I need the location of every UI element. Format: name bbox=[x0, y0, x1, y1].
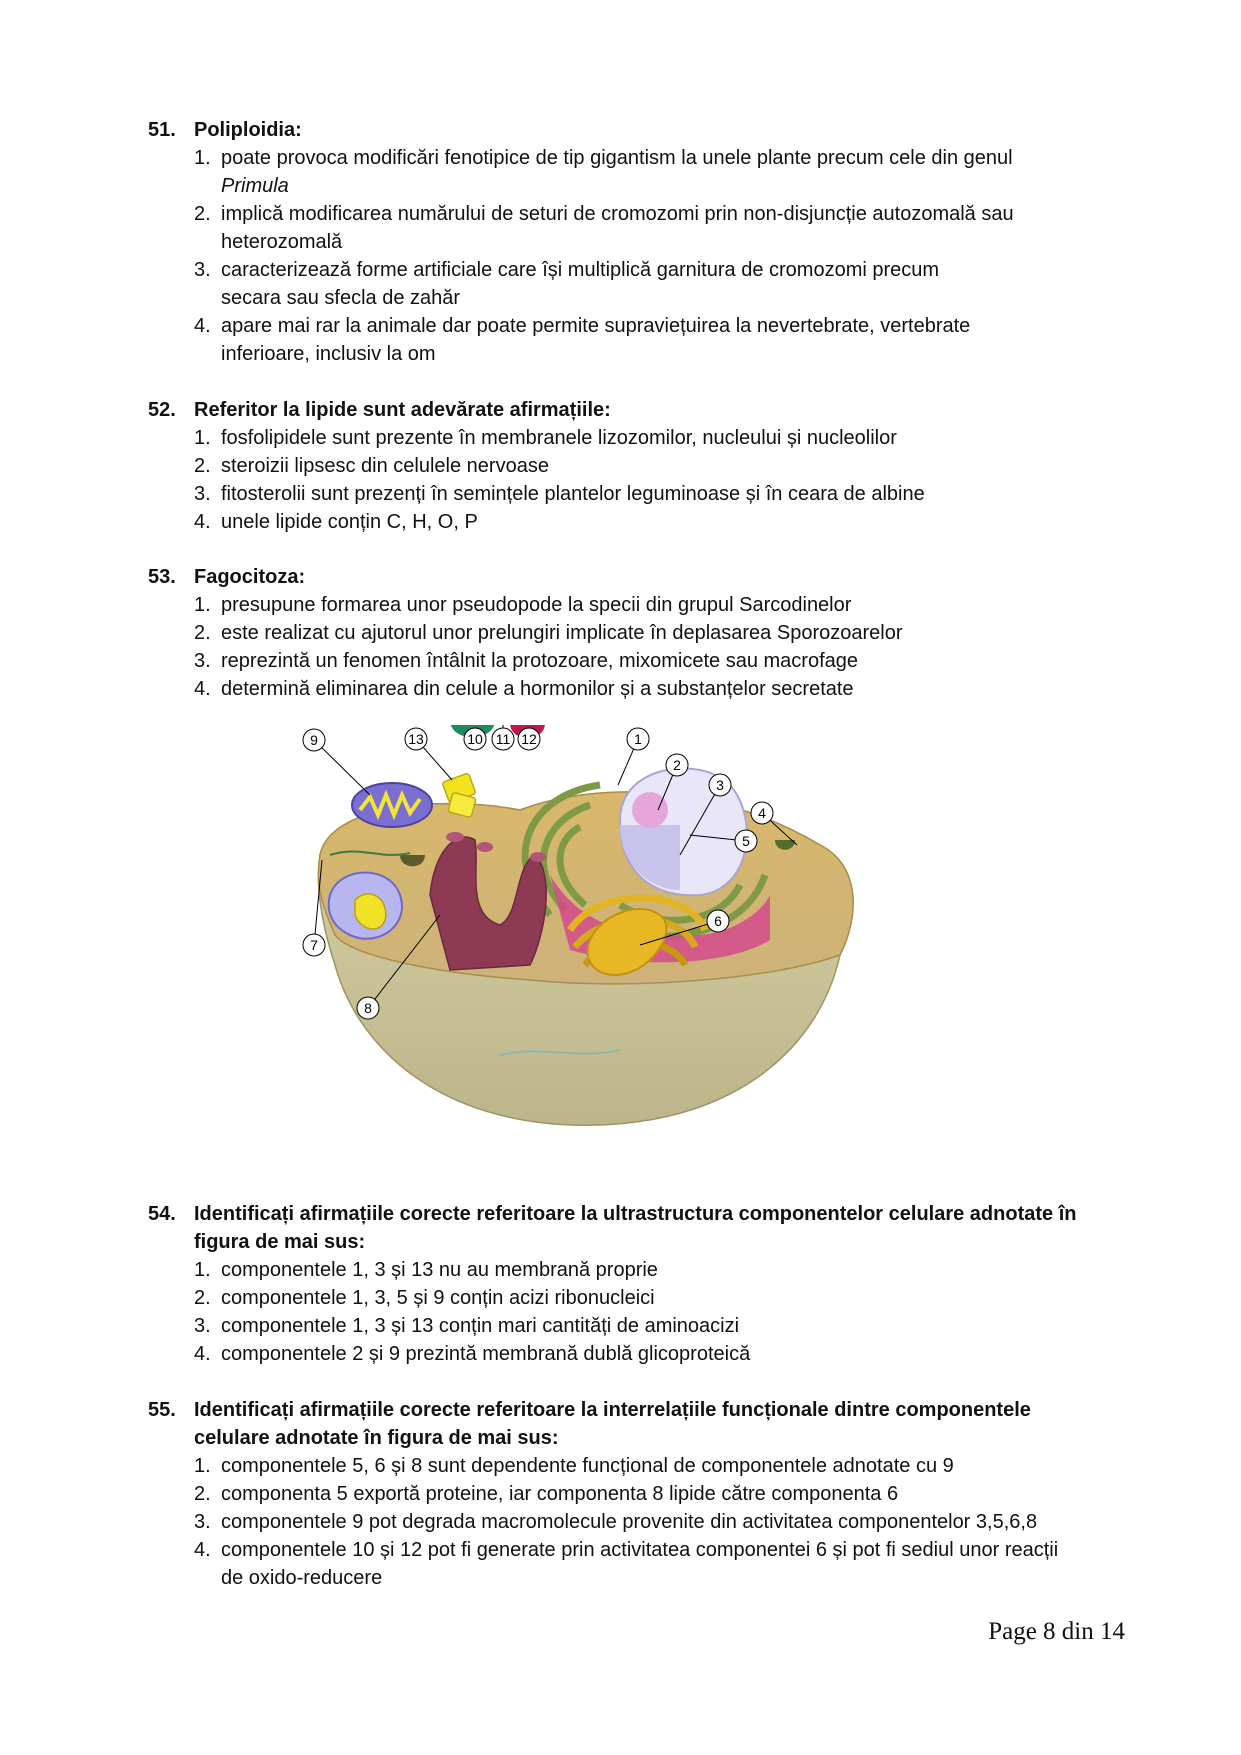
question-text: Fagocitoza: bbox=[194, 566, 306, 588]
callout-number: 13 bbox=[408, 731, 424, 747]
option bbox=[148, 619, 1128, 647]
option-number: 4. bbox=[194, 315, 211, 337]
option-text bbox=[221, 312, 1128, 368]
question-number: 54. bbox=[148, 1203, 176, 1225]
question-title bbox=[148, 1396, 1128, 1452]
option-text: componentele 5, 6 și 8 sunt dependente funcțional de componentele adnotate cu 9 bbox=[221, 1455, 954, 1477]
option bbox=[148, 647, 1128, 675]
cell-diagram-svg bbox=[300, 725, 880, 1180]
option-text: presupune formarea unor pseudopode la specii din grupul Sarcodinelor bbox=[221, 594, 852, 616]
golgi-apparatus bbox=[570, 898, 705, 975]
option-line-2: secara sau sfecla de zahăr bbox=[221, 287, 461, 309]
option bbox=[148, 1312, 1128, 1340]
callout-number: 3 bbox=[716, 777, 724, 793]
option-number: 2. bbox=[194, 1287, 211, 1309]
option-number: 4. bbox=[194, 511, 211, 533]
question-51 bbox=[148, 116, 1128, 368]
option-text: componentele 1, 3 și 13 nu au membrană proprie bbox=[221, 1259, 658, 1281]
option-number: 1. bbox=[194, 1259, 211, 1281]
option bbox=[148, 144, 1128, 200]
page-number: Page 8 din 14 bbox=[988, 1618, 1125, 1645]
option bbox=[148, 256, 1128, 312]
option bbox=[148, 1452, 1128, 1480]
option-line-2: de oxido-reducere bbox=[221, 1567, 383, 1589]
option bbox=[148, 1340, 1128, 1368]
option-text: componentele 1, 3 și 13 conțin mari cantități de aminoacizi bbox=[221, 1315, 740, 1337]
option-number: 1. bbox=[194, 1455, 211, 1477]
option bbox=[148, 452, 1128, 480]
option-text: steroizii lipsesc din celulele nervoase bbox=[221, 455, 549, 477]
question-54 bbox=[148, 1200, 1128, 1368]
option-number: 2. bbox=[194, 1483, 211, 1505]
option-number: 3. bbox=[194, 259, 211, 281]
callout-10 bbox=[464, 728, 486, 750]
option bbox=[148, 480, 1128, 508]
option bbox=[148, 508, 1128, 536]
callout-9 bbox=[303, 729, 370, 795]
option-number: 3. bbox=[194, 1511, 211, 1533]
question-text bbox=[194, 1396, 1128, 1452]
option-line: poate provoca modificări fenotipice de tip gigantism la unele plante precum cele din genul bbox=[221, 147, 1013, 169]
option-number: 2. bbox=[194, 203, 211, 225]
callout-1 bbox=[618, 728, 649, 785]
question-title bbox=[148, 563, 1128, 591]
option-number: 3. bbox=[194, 1315, 211, 1337]
option-text: componentele 2 și 9 prezintă membrană dublă glicoproteică bbox=[221, 1343, 751, 1365]
question-text: Poliploidia: bbox=[194, 119, 302, 141]
callout-13 bbox=[405, 728, 452, 780]
callout-number: 6 bbox=[714, 913, 722, 929]
option-text: este realizat cu ajutorul unor prelungiri implicate în deplasarea Sporozoarelor bbox=[221, 622, 903, 644]
callout-number: 8 bbox=[364, 1000, 372, 1016]
option-line: caracterizează forme artificiale care își multiplică garnitura de cromozomi precum bbox=[221, 259, 940, 281]
question-line: Identificați afirmațiile corecte referitoare la interrelațiile funcționale dintre componentele bbox=[194, 1399, 1031, 1421]
option bbox=[148, 1256, 1128, 1284]
option-number: 2. bbox=[194, 455, 211, 477]
option-line: apare mai rar la animale dar poate permite supraviețuirea la nevertebrate, vertebrate bbox=[221, 315, 971, 337]
option-line: componentele 10 și 12 pot fi generate prin activitatea componentei 6 și pot fi sediul unor reacții bbox=[221, 1539, 1059, 1561]
option-line-2: Primula bbox=[221, 175, 289, 197]
option-number: 4. bbox=[194, 1343, 211, 1365]
question-text bbox=[194, 1200, 1128, 1256]
callout-number: 7 bbox=[310, 937, 318, 953]
option-text: determină eliminarea din celule a hormonilor și a substanțelor secretate bbox=[221, 678, 854, 700]
option-number: 1. bbox=[194, 427, 211, 449]
option-text: componentele 9 pot degrada macromolecule provenite din activitatea componentelor 3,5,6,8 bbox=[221, 1511, 1038, 1533]
callout-number: 1 bbox=[634, 731, 642, 747]
question-number: 52. bbox=[148, 399, 176, 421]
option-number: 4. bbox=[194, 678, 211, 700]
question-52 bbox=[148, 396, 1128, 536]
question-title bbox=[148, 1200, 1128, 1256]
callout-number: 12 bbox=[521, 731, 537, 747]
option-text: fosfolipidele sunt prezente în membranele lizozomilor, nucleului și nucleolilor bbox=[221, 427, 897, 449]
question-text: Referitor la lipide sunt adevărate afirmațiile: bbox=[194, 399, 611, 421]
option-number: 3. bbox=[194, 650, 211, 672]
question-title bbox=[148, 396, 1128, 424]
option-text bbox=[221, 144, 1128, 200]
option-text bbox=[221, 1536, 1128, 1592]
option-text bbox=[221, 256, 1128, 312]
option bbox=[148, 424, 1128, 452]
option-number: 1. bbox=[194, 147, 211, 169]
question-number: 53. bbox=[148, 566, 176, 588]
question-line-2: celulare adnotate în figura de mai sus: bbox=[194, 1427, 559, 1449]
question-55 bbox=[148, 1396, 1128, 1592]
callout-number: 9 bbox=[310, 732, 318, 748]
question-53 bbox=[148, 563, 1128, 703]
option-text: componenta 5 exportă proteine, iar componenta 8 lipide către componenta 6 bbox=[221, 1483, 899, 1505]
cell-diagram bbox=[300, 725, 880, 1180]
callout-number: 2 bbox=[673, 757, 681, 773]
question-number: 51. bbox=[148, 119, 176, 141]
callout-12 bbox=[518, 728, 540, 750]
option bbox=[148, 1480, 1128, 1508]
callout-11 bbox=[492, 725, 514, 750]
question-line-2: figura de mai sus: bbox=[194, 1231, 366, 1253]
option bbox=[148, 1508, 1128, 1536]
question-line: Identificați afirmațiile corecte referitoare la ultrastructura componentelor celulare adnotate în bbox=[194, 1203, 1077, 1225]
option bbox=[148, 200, 1128, 256]
option-text: fitosterolii sunt prezenți în semințele plantelor leguminoase și în ceara de albine bbox=[221, 483, 925, 505]
callout-number: 5 bbox=[742, 833, 750, 849]
option bbox=[148, 1536, 1128, 1592]
option bbox=[148, 591, 1128, 619]
option-number: 2. bbox=[194, 622, 211, 644]
option-line: implică modificarea numărului de seturi de cromozomi prin non-disjuncție autozomală sau bbox=[221, 203, 1014, 225]
option-text: unele lipide conțin C, H, O, P bbox=[221, 511, 478, 533]
option-number: 1. bbox=[194, 594, 211, 616]
question-title bbox=[148, 116, 1128, 144]
question-number: 55. bbox=[148, 1399, 176, 1421]
callout-number: 4 bbox=[758, 805, 766, 821]
lysosome bbox=[329, 873, 402, 939]
callout-number: 10 bbox=[467, 731, 483, 747]
option-line-2: heterozomală bbox=[221, 231, 343, 253]
option-text: componentele 1, 3, 5 și 9 conțin acizi ribonucleici bbox=[221, 1287, 655, 1309]
option-text: reprezintă un fenomen întâlnit la protozoare, mixomicete sau macrofage bbox=[221, 650, 859, 672]
option bbox=[148, 312, 1128, 368]
callout-number: 11 bbox=[495, 731, 511, 747]
option-text bbox=[221, 200, 1128, 256]
option-number: 3. bbox=[194, 483, 211, 505]
option bbox=[148, 675, 1128, 703]
option-number: 4. bbox=[194, 1539, 211, 1561]
option-line-2: inferioare, inclusiv la om bbox=[221, 343, 436, 365]
option bbox=[148, 1284, 1128, 1312]
nucleolus bbox=[632, 792, 668, 828]
